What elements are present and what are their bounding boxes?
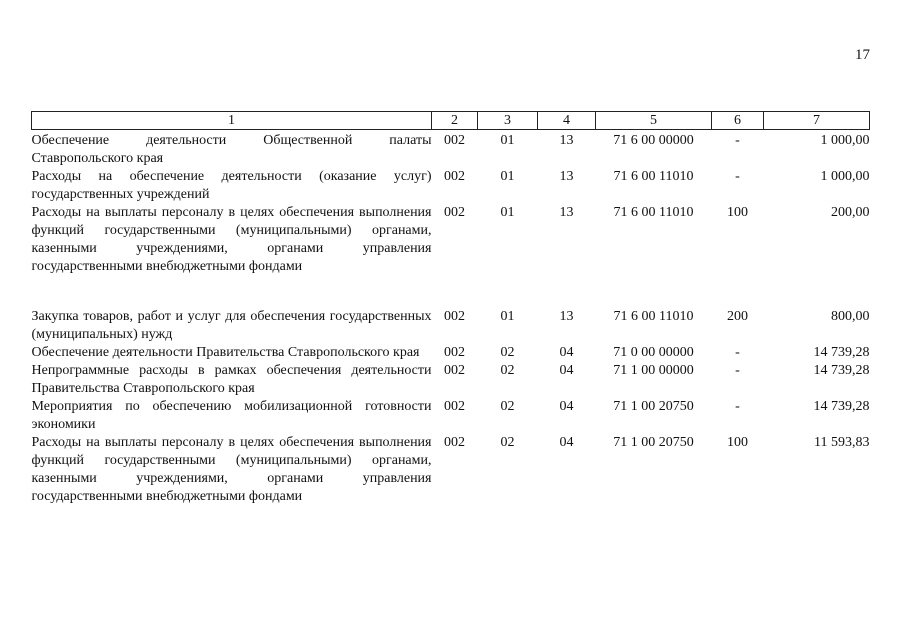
row-expense-type: - xyxy=(735,169,740,184)
row-subsection: 13 xyxy=(559,309,574,324)
row-name: Мероприятия по обеспечению мобилизационной готовности экономики xyxy=(31,399,432,432)
row-name: Расходы на выплаты персоналу в целях обеспечения выполнения функций государственными (муниципальными) органами, казенными учреждениями, органами управления государственными внебюджетными фондами xyxy=(31,435,432,504)
row-amount: 1 000,00 xyxy=(820,133,870,148)
table-row xyxy=(32,308,870,344)
row-section: 02 xyxy=(500,363,515,378)
row-section: 02 xyxy=(500,345,515,360)
row-section: 01 xyxy=(500,169,515,184)
row-name: Обеспечение деятельности Общественной палаты Ставропольского края xyxy=(31,133,432,166)
row-target-article: 71 0 00 00000 xyxy=(613,345,694,360)
row-amount: 14 739,28 xyxy=(813,363,870,378)
row-section: 02 xyxy=(500,435,515,450)
row-name: Обеспечение деятельности Правительства Ставропольского края xyxy=(31,345,420,360)
row-section: 01 xyxy=(500,309,515,324)
row-grbs: 002 xyxy=(444,435,465,450)
row-subsection: 13 xyxy=(559,205,574,220)
budget-table xyxy=(31,111,870,506)
header-row xyxy=(32,112,870,130)
row-amount: 1 000,00 xyxy=(820,169,870,184)
row-section: 02 xyxy=(500,399,515,414)
row-amount: 11 593,83 xyxy=(814,435,870,450)
row-target-article: 71 1 00 20750 xyxy=(613,435,694,450)
row-subsection: 04 xyxy=(559,345,574,360)
row-expense-type: - xyxy=(735,133,740,148)
row-grbs: 002 xyxy=(444,169,465,184)
table-row xyxy=(32,168,870,204)
column-header: 3 xyxy=(478,112,538,130)
row-grbs: 002 xyxy=(444,309,465,324)
row-expense-type: 100 xyxy=(727,435,748,450)
row-expense-type: - xyxy=(735,399,740,414)
row-target-article: 71 6 00 11010 xyxy=(613,169,694,184)
row-subsection: 13 xyxy=(559,169,574,184)
row-expense-type: - xyxy=(735,363,740,378)
row-grbs: 002 xyxy=(444,133,465,148)
row-section: 01 xyxy=(500,133,515,148)
table-row xyxy=(32,398,870,434)
row-grbs: 002 xyxy=(444,345,465,360)
row-amount: 14 739,28 xyxy=(813,345,870,360)
row-amount: 14 739,28 xyxy=(813,399,870,414)
row-expense-type: - xyxy=(735,345,740,360)
row-subsection: 04 xyxy=(559,435,574,450)
row-grbs: 002 xyxy=(444,363,465,378)
row-name: Расходы на обеспечение деятельности (оказание услуг) государственных учреждений xyxy=(31,169,432,202)
row-target-article: 71 6 00 00000 xyxy=(613,133,694,148)
row-target-article: 71 6 00 11010 xyxy=(613,309,694,324)
row-subsection: 04 xyxy=(559,363,574,378)
table-row xyxy=(32,434,870,506)
row-amount: 800,00 xyxy=(831,309,870,324)
row-target-article: 71 6 00 11010 xyxy=(613,205,694,220)
column-header: 5 xyxy=(596,112,712,130)
table-row xyxy=(32,130,870,169)
row-name: Расходы на выплаты персоналу в целях обеспечения выполнения функций государственными (муниципальными) органами, казенными учреждениями, органами управления государственными внебюджетными фондами xyxy=(31,205,432,274)
row-section: 01 xyxy=(500,205,515,220)
row-target-article: 71 1 00 20750 xyxy=(613,399,694,414)
row-grbs: 002 xyxy=(444,205,465,220)
row-amount: 200,00 xyxy=(831,205,870,220)
column-header: 1 xyxy=(32,112,432,130)
row-expense-type: 200 xyxy=(727,309,748,324)
column-header: 6 xyxy=(712,112,764,130)
row-subsection: 13 xyxy=(559,133,574,148)
page-number: 17 xyxy=(855,47,870,63)
column-header: 4 xyxy=(538,112,596,130)
row-subsection: 04 xyxy=(559,399,574,414)
column-header: 2 xyxy=(432,112,478,130)
table-row xyxy=(32,344,870,362)
table-row xyxy=(32,362,870,398)
column-header: 7 xyxy=(764,112,870,130)
row-expense-type: 100 xyxy=(727,205,748,220)
row-name: Закупка товаров, работ и услуг для обеспечения государственных (муниципальных) нужд xyxy=(31,309,432,342)
row-name: Непрограммные расходы в рамках обеспечения деятельности Правительства Ставропольского края xyxy=(31,363,432,396)
row-grbs: 002 xyxy=(444,399,465,414)
row-target-article: 71 1 00 00000 xyxy=(613,363,694,378)
table-row xyxy=(32,204,870,308)
